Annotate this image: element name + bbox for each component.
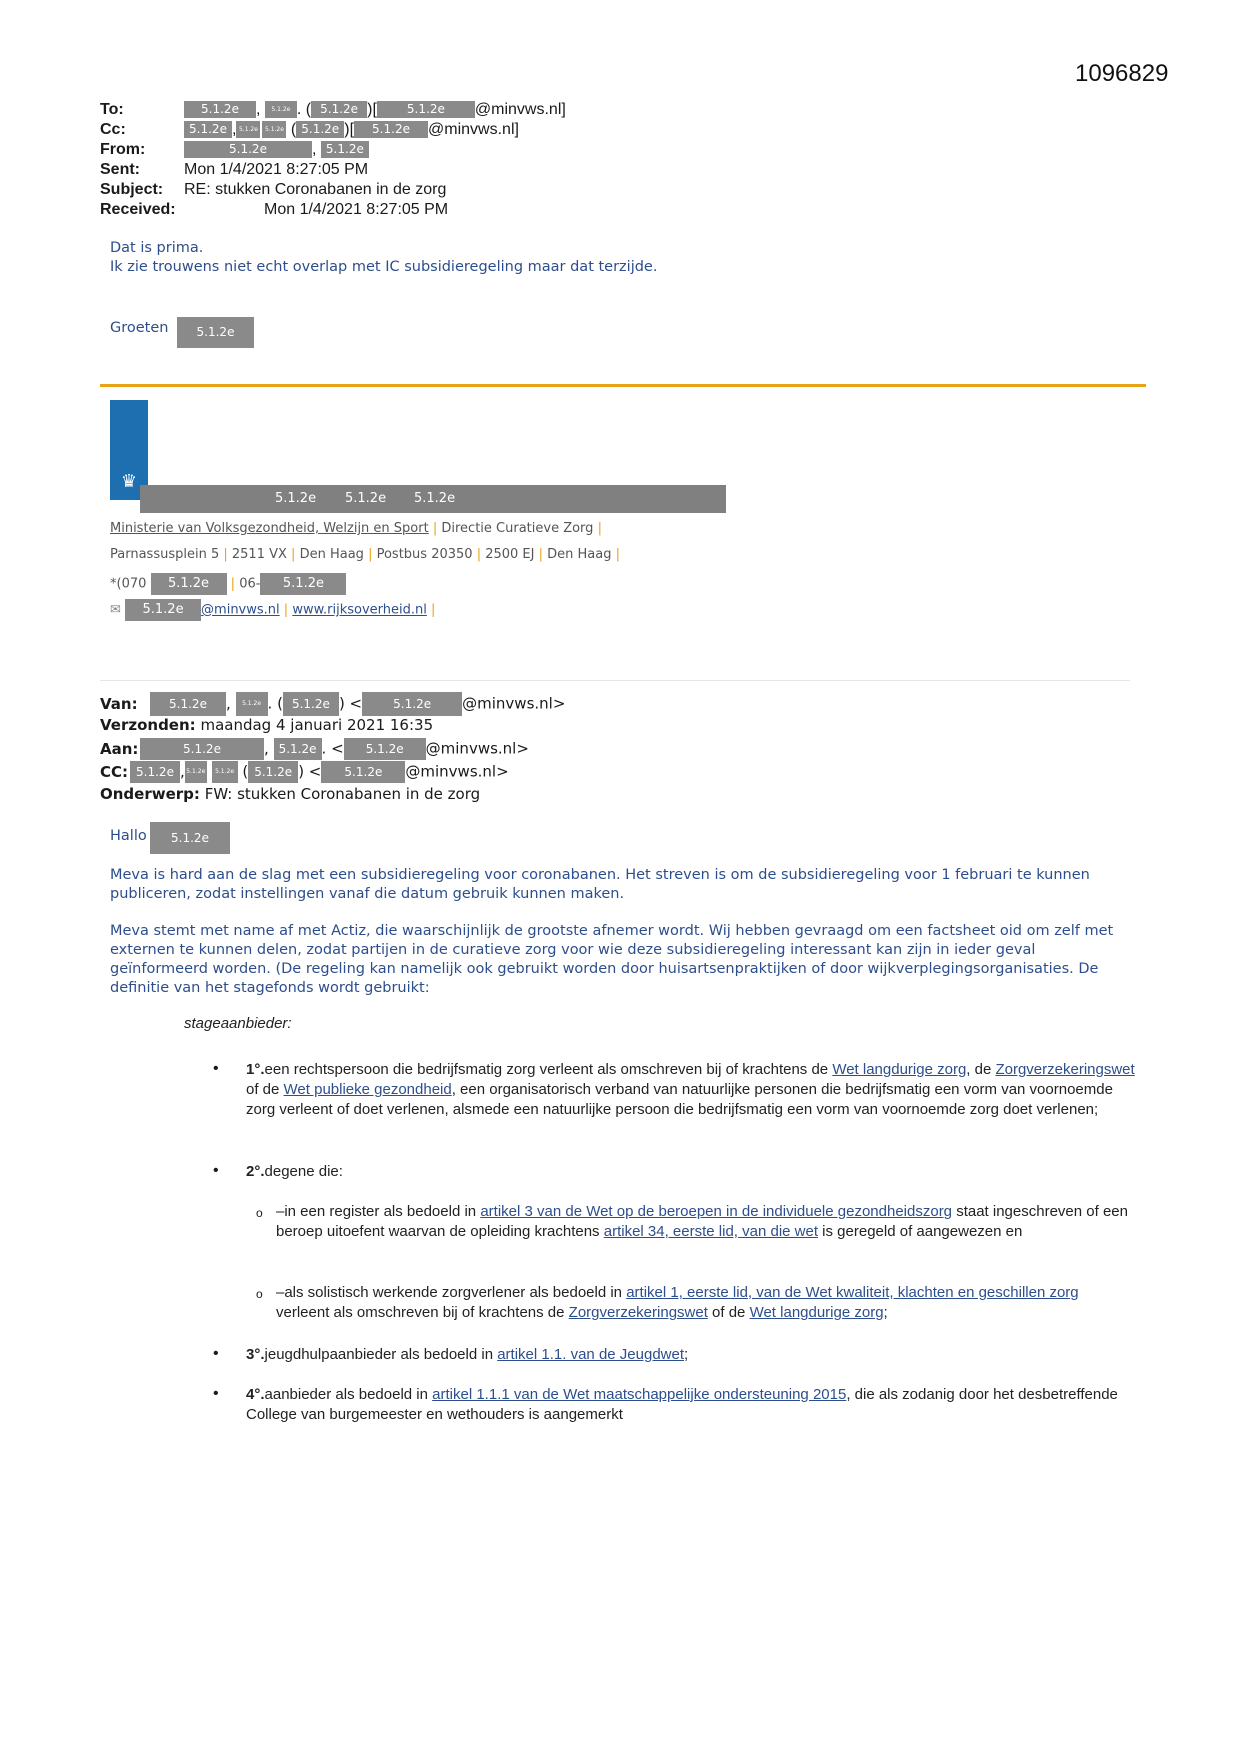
redaction: 5.1.2e [140,738,264,760]
text: ; [684,1346,689,1363]
redaction: 5.1.2e [311,101,367,118]
redaction: 5.1.2e [345,491,387,506]
email-link[interactable]: @minvws.nl [201,602,280,618]
directorate: Directie Curatieve Zorg [441,521,594,536]
redaction: 5.1.2e [184,121,232,138]
definition-title: stageaanbieder: [184,1015,292,1032]
separator: | [476,547,482,562]
separator: | [368,547,373,562]
law-link[interactable]: artikel 1, eerste lid, van de Wet kwaliteit, klachten en geschillen zorg [626,1284,1079,1301]
item-number: 2°. [246,1163,265,1180]
redaction: 5.1.2e [296,121,344,138]
redaction: 5.1.2e [265,101,297,118]
separator: | [223,547,228,562]
redaction: 5.1.2e [184,141,312,158]
redaction: 5.1.2e [125,599,201,621]
bullet: • [213,1385,219,1402]
to-label: To: [100,101,124,118]
header-from-row: From: 5.1.2e , 5.1.2e [100,140,369,160]
sent-value: Mon 1/4/2021 8:27:05 PM [184,161,369,178]
redaction: 5.1.2e [414,491,456,506]
redaction: 5.1.2e [260,573,346,595]
onderwerp-value: FW: stukken Coronabanen in de zorg [204,785,481,803]
redaction: 5.1.2e [377,101,475,118]
message-paragraph-1: Meva is hard aan de slag met een subsidieregeling voor coronabanen. Het streven is om de subsidieregeling voor 1 februari te kunnen publiceren, zodat instellingen vanaf die datum gebruik kunnen maken. [110,867,1090,902]
address: Parnassusplein 5 [110,547,220,562]
sub-bullet: o [256,1287,263,1301]
definition-item-1 [246,1060,1136,1120]
item-number: 1°. [246,1061,265,1078]
subject-value: RE: stukken Coronabanen in de zorg [184,181,447,198]
text: of de [707,1304,750,1321]
redaction: 5.1.2e [130,761,180,783]
postbus: Postbus 20350 [376,547,473,562]
cc-label: Cc: [100,121,126,138]
onderwerp-label: Onderwerp: [100,785,200,803]
separator: | [283,602,289,618]
aan-label: Aan: [100,739,139,758]
reply-line-2: Ik zie trouwens niet echt overlap met IC subsidieregeling maar dat terzijde. [110,259,658,275]
postcode: 2500 EJ [485,547,535,562]
city: Den Haag [299,547,364,562]
signature-address [110,547,620,562]
verzonden-value: maandag 4 januari 2021 16:35 [200,716,434,734]
redaction: 5.1.2e [344,738,426,760]
signature-name-redacted [140,485,726,513]
redaction: 5.1.2e [184,101,256,118]
text: aanbieder als bedoeld in [264,1386,433,1403]
website-link[interactable]: www.rijksoverheid.nl [292,602,427,618]
header-received-row [100,200,448,220]
text: , de [966,1061,996,1078]
signature-email [110,599,435,621]
fwd-verzonden-row [100,716,433,734]
fwd-aan-row: Aan: 5.1.2e , 5.1.2e . < 5.1.2e @minvws.nl> [100,738,529,760]
received-value: Mon 1/4/2021 8:27:05 PM [264,201,449,218]
law-link[interactable]: Wet langdurige zorg [832,1061,967,1078]
definition-item-2 [246,1162,343,1182]
law-link[interactable]: artikel 34, eerste lid, van die wet [603,1223,819,1240]
phone-prefix: *(070 [110,576,147,592]
text: een rechtspersoon die bedrijfsmatig zorg verleent als omschreven bij of krachtens de [264,1061,833,1078]
text: , die als zodanig door het desbetreffende College van burgemeester en wethouders is aangemerkt [246,1386,1118,1423]
sub-bullet: o [256,1206,263,1220]
separator: | [615,547,621,562]
from-label: From: [100,141,146,158]
crest-icon: ♛ [120,471,138,491]
redaction: 5.1.2e [354,121,428,138]
redaction: 5.1.2e [185,761,207,783]
item-number: 4°. [246,1386,265,1403]
text: , een organisatorisch verband van natuurlijke personen die bedrijfsmatig een vorm van voornoemde zorg verleent of doet verlenen, alsmede een natuurlijke persoon die bedrijfsmatig een vorm van voornoemde zorg doet verlenen; [246,1081,1113,1118]
verzonden-label: Verzonden: [100,716,196,734]
cc-label: CC: [100,762,129,781]
law-link[interactable]: Wet publieke gezondheid [283,1081,452,1098]
text: degene die: [264,1163,343,1180]
greeting-text: Groeten [110,320,169,336]
document-number: 1096829 [1075,60,1169,87]
text: staat ingeschreven of een beroep uitoefent waarvan de opleiding krachtens [276,1203,1128,1240]
item-number: 3°. [246,1346,265,1363]
received-label: Received: [100,201,176,218]
city: Den Haag [547,547,612,562]
fwd-van-row: Van: 5.1.2e , 5.1.2e . ( 5.1.2e ) < 5.1.2e @minvws.nl> [100,692,565,716]
signature-phone [110,573,346,595]
separator: | [230,576,236,592]
law-link[interactable]: artikel 1.1. van de Jeugdwet [497,1346,685,1363]
redaction: 5.1.2e [321,141,369,158]
text: verleent als omschreven bij of krachtens de [276,1304,569,1321]
header-cc-row: Cc: 5.1.2e , 5.1.2e 5.1.2e ( 5.1.2e )[ 5.1.2e @minvws.nl] [100,121,519,138]
redaction: 5.1.2e [321,761,405,783]
redaction: 5.1.2e [248,761,298,783]
cc-domain: @minvws.nl> [405,762,509,781]
bullet: • [213,1162,219,1179]
van-domain: @minvws.nl> [462,694,566,713]
separator: | [291,547,296,562]
reply-line-1: Dat is prima. [110,240,204,256]
separator: | [431,602,436,618]
sent-label: Sent: [100,161,140,178]
bullet: • [213,1060,219,1077]
to-domain: @minvws.nl] [474,101,566,118]
redaction: 5.1.2e [362,692,462,716]
redaction: 5.1.2e [274,738,322,760]
orange-divider [100,384,1146,387]
header-to-row: To: 5.1.2e , 5.1.2e . ( 5.1.2e )[ 5.1.2e @minvws.nl] [100,101,566,118]
aan-domain: @minvws.nl> [425,739,529,758]
mail-icon: ✉ [110,602,121,618]
law-link[interactable]: artikel 1.1.1 van de Wet maatschappelijke ondersteuning 2015 [432,1386,847,1403]
mobile-prefix: 06- [239,576,261,592]
separator: | [597,521,602,536]
redaction: 5.1.2e [275,491,317,506]
law-link[interactable]: artikel 3 van de Wet op de beroepen in de individuele gezondheidszorg [480,1203,953,1220]
text: is geregeld of aangewezen en [818,1223,1023,1240]
law-link[interactable]: Wet langdurige zorg [749,1304,884,1321]
header-subject-row [100,180,446,200]
redaction: 5.1.2e [150,692,226,716]
van-label: Van: [100,694,138,713]
separator: | [432,521,438,536]
redaction: 5.1.2e [283,692,339,716]
fwd-cc-row: CC: 5.1.2e , 5.1.2e 5.1.2e ( 5.1.2e ) < 5.1.2e @minvws.nl> [100,761,509,783]
text: jeugdhulpaanbieder als bedoeld in [264,1346,498,1363]
signature-org [110,521,602,536]
fwd-onderwerp-row [100,785,480,803]
redaction: 5.1.2e [236,121,260,138]
reply-greeting [110,320,168,336]
redaction: 5.1.2e [177,317,254,348]
message-greeting: Hallo [110,828,147,844]
redaction: 5.1.2e [236,692,268,716]
ministry-name: Ministerie van Volksgezondheid, Welzijn en Sport [110,521,429,536]
bullet: • [213,1345,219,1362]
postcode: 2511 VX [231,547,287,562]
definition-subitem-1 [276,1202,1136,1242]
redaction: 5.1.2e [150,822,230,854]
text: ; [883,1304,888,1321]
header-sent-row [100,160,368,180]
text: –als solistisch werkende zorgverlener als bedoeld in [276,1284,627,1301]
text: –in een register als bedoeld in [276,1203,481,1220]
definition-item-4 [246,1385,1136,1425]
text: of de [246,1081,284,1098]
law-link[interactable]: Zorgverzekeringswet [568,1304,708,1321]
redaction: 5.1.2e [262,121,286,138]
redaction: 5.1.2e [212,761,238,783]
redaction: 5.1.2e [151,573,227,595]
law-link[interactable]: Zorgverzekeringswet [995,1061,1135,1078]
definition-subitem-2 [276,1283,1136,1323]
definition-item-3 [246,1345,688,1365]
subject-label: Subject: [100,181,164,198]
separator: | [538,547,544,562]
thin-divider [100,680,1130,681]
message-paragraph-2: Meva stemt met name af met Actiz, die waarschijnlijk de grootste afnemer wordt. Wij hebben gevraagd om een factsheet oid om zelf met externen te kunnen delen, zodat partijen in de curatieve zorg voor wie deze subsidieregeling interessant kan zijn in ieder geval geïnformeerd worden. (De regeling kan namelijk ook gebruikt worden door huisartsenpraktijken of door wijkverplegingsorganisaties. De definitie van het stagefonds wordt gebruikt: [110,923,1114,996]
cc-domain: @minvws.nl] [428,121,519,138]
